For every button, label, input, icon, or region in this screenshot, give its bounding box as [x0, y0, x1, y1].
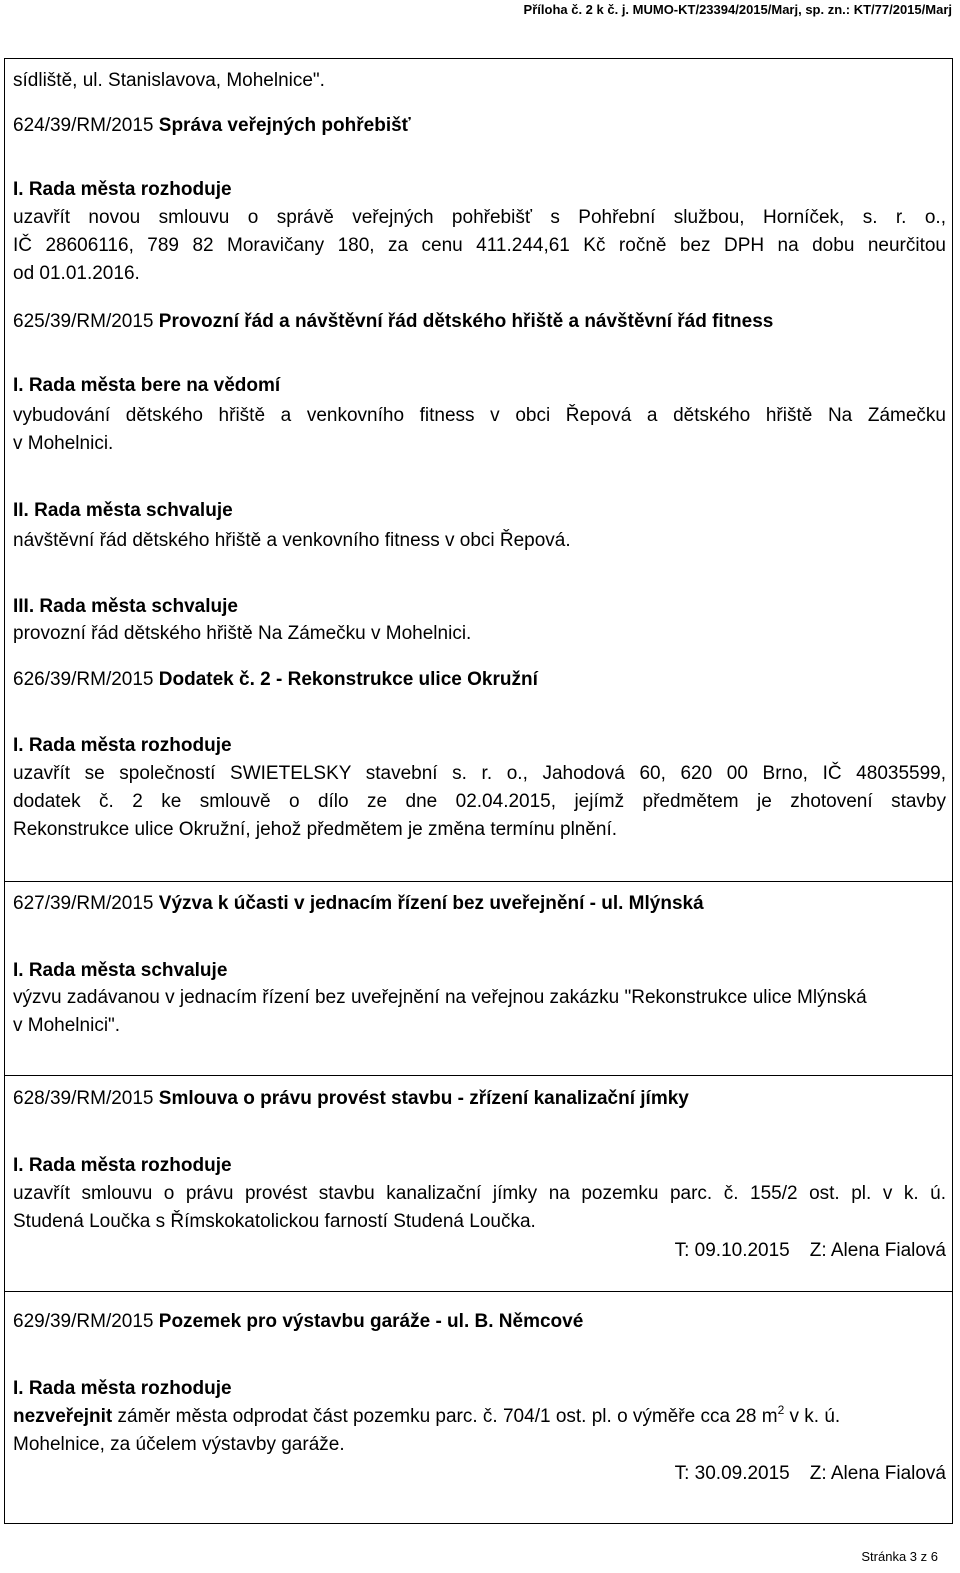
resolution-number: 624/39/RM/2015 [13, 115, 154, 136]
resolution-subject: Správa veřejných pohřebišť [158, 115, 411, 136]
resolution-627-title [13, 893, 946, 915]
resolution-627-row [5, 881, 952, 1069]
resolution-number: 625/39/RM/2015 [13, 311, 154, 332]
resolution-number: 628/39/RM/2015 [13, 1088, 154, 1109]
deadline: T: 09.10.2015 [674, 1240, 790, 1261]
resolution-text-line: Studená Loučka s Římskokatolickou farností Studená Loučka. [13, 1211, 536, 1232]
resolution-628-row [5, 1075, 952, 1285]
resolution-text-line: v Mohelnici". [13, 1015, 121, 1036]
resolution-subject: Pozemek pro výstavbu garáže - ul. B. Němcové [158, 1311, 584, 1332]
resolution-text-line: v Mohelnici. [13, 433, 114, 454]
resolution-text-line: návštěvní řád dětského hřiště a venkovního fitness v obci Řepová. [13, 530, 571, 551]
resolution-text-line: dodatek č. 2 ke smlouvě o dílo ze dne 02.04.2015, jejímž předmětem je zhotovení stavby [13, 791, 946, 812]
resolution-heading: III. Rada města schvaluje [13, 596, 238, 617]
page-number: Stránka 3 z 6 [861, 1549, 938, 1564]
resolution-text-line: uzavřít smlouvu o právu provést stavbu kanalizační jímky na pozemku parc. č. 155/2 ost. pl. v k. ú. [13, 1183, 946, 1204]
resolution-628-title [13, 1088, 946, 1110]
resolution-heading: I. Rada města rozhoduje [13, 1378, 232, 1399]
resolution-626-title [13, 669, 946, 691]
document-header: Příloha č. 2 k č. j. MUMO-KT/23394/2015/Marj, sp. zn.: KT/77/2015/Marj [523, 2, 952, 17]
resolution-625-title [13, 311, 946, 333]
deadline: T: 30.09.2015 [674, 1463, 790, 1484]
resolution-heading: I. Rada města schvaluje [13, 960, 228, 981]
continuation-text: sídliště, ul. Stanislavova, Mohelnice". [13, 70, 325, 91]
resolution-subject: Smlouva o právu provést stavbu - zřízení kanalizační jímky [158, 1088, 689, 1109]
term-responsible-line [13, 1463, 946, 1485]
resolution-number: 627/39/RM/2015 [13, 893, 154, 914]
resolution-text-part: záměr města odprodat část pozemku parc. č. 704/1 ost. pl. o výměře cca 28 m [112, 1406, 778, 1427]
resolution-629-row [5, 1291, 952, 1524]
resolution-text-part: v k. ú. [784, 1406, 841, 1427]
resolution-text-line: od 01.01.2016. [13, 263, 140, 284]
resolution-text-line: uzavřít novou smlouvu o správě veřejných pohřebišť s Pohřební službou, Horníček, s. r. o., [13, 207, 946, 228]
term-responsible-line [13, 1240, 946, 1262]
resolution-subject: Výzva k účasti v jednacím řízení bez uveřejnění - ul. Mlýnská [158, 893, 704, 914]
resolution-text-line: výzvu zadávanou v jednacím řízení bez uveřejnění na veřejnou zakázku "Rekonstrukce ulice Mlýnská [13, 987, 867, 1008]
resolution-heading: I. Rada města bere na vědomí [13, 375, 281, 396]
superscript: 2 [777, 1403, 785, 1417]
resolution-heading: I. Rada města rozhoduje [13, 1155, 232, 1176]
resolution-text-line: Rekonstrukce ulice Okružní, jehož předmětem je změna termínu plnění. [13, 819, 618, 840]
resolution-text-line: IČ 28606116, 789 82 Moravičany 180, za cenu 411.244,61 Kč ročně bez DPH na dobu neurčitou [13, 235, 946, 256]
responsible-person: Z: Alena Fialová [809, 1240, 946, 1261]
resolution-heading: I. Rada města rozhoduje [13, 735, 232, 756]
resolution-heading: II. Rada města schvaluje [13, 500, 233, 521]
resolution-subject: Provozní řád a návštěvní řád dětského hřiště a návštěvní řád fitness [158, 311, 774, 332]
resolution-text-line: Mohelnice, za účelem výstavby garáže. [13, 1434, 345, 1455]
resolution-text-line: uzavřít se společností SWIETELSKY stavební s. r. o., Jahodová 60, 620 00 Brno, IČ 48035599, [13, 763, 946, 784]
resolutions-table [4, 58, 953, 1524]
resolution-629-title [13, 1311, 946, 1333]
resolution-text-line: provozní řád dětského hřiště Na Zámečku v Mohelnici. [13, 623, 472, 644]
resolution-number: 629/39/RM/2015 [13, 1311, 154, 1332]
resolution-624-title [13, 115, 946, 137]
resolution-text-line [13, 1403, 946, 1428]
resolution-text-line: vybudování dětského hřiště a venkovního fitness v obci Řepová a dětského hřiště Na Zámečku [13, 405, 946, 426]
resolution-heading: I. Rada města rozhoduje [13, 179, 232, 200]
responsible-person: Z: Alena Fialová [809, 1463, 946, 1484]
resolution-number: 626/39/RM/2015 [13, 669, 154, 690]
emphasized-word: nezveřejnit [13, 1406, 113, 1427]
resolution-subject: Dodatek č. 2 - Rekonstrukce ulice Okružní [158, 669, 538, 690]
